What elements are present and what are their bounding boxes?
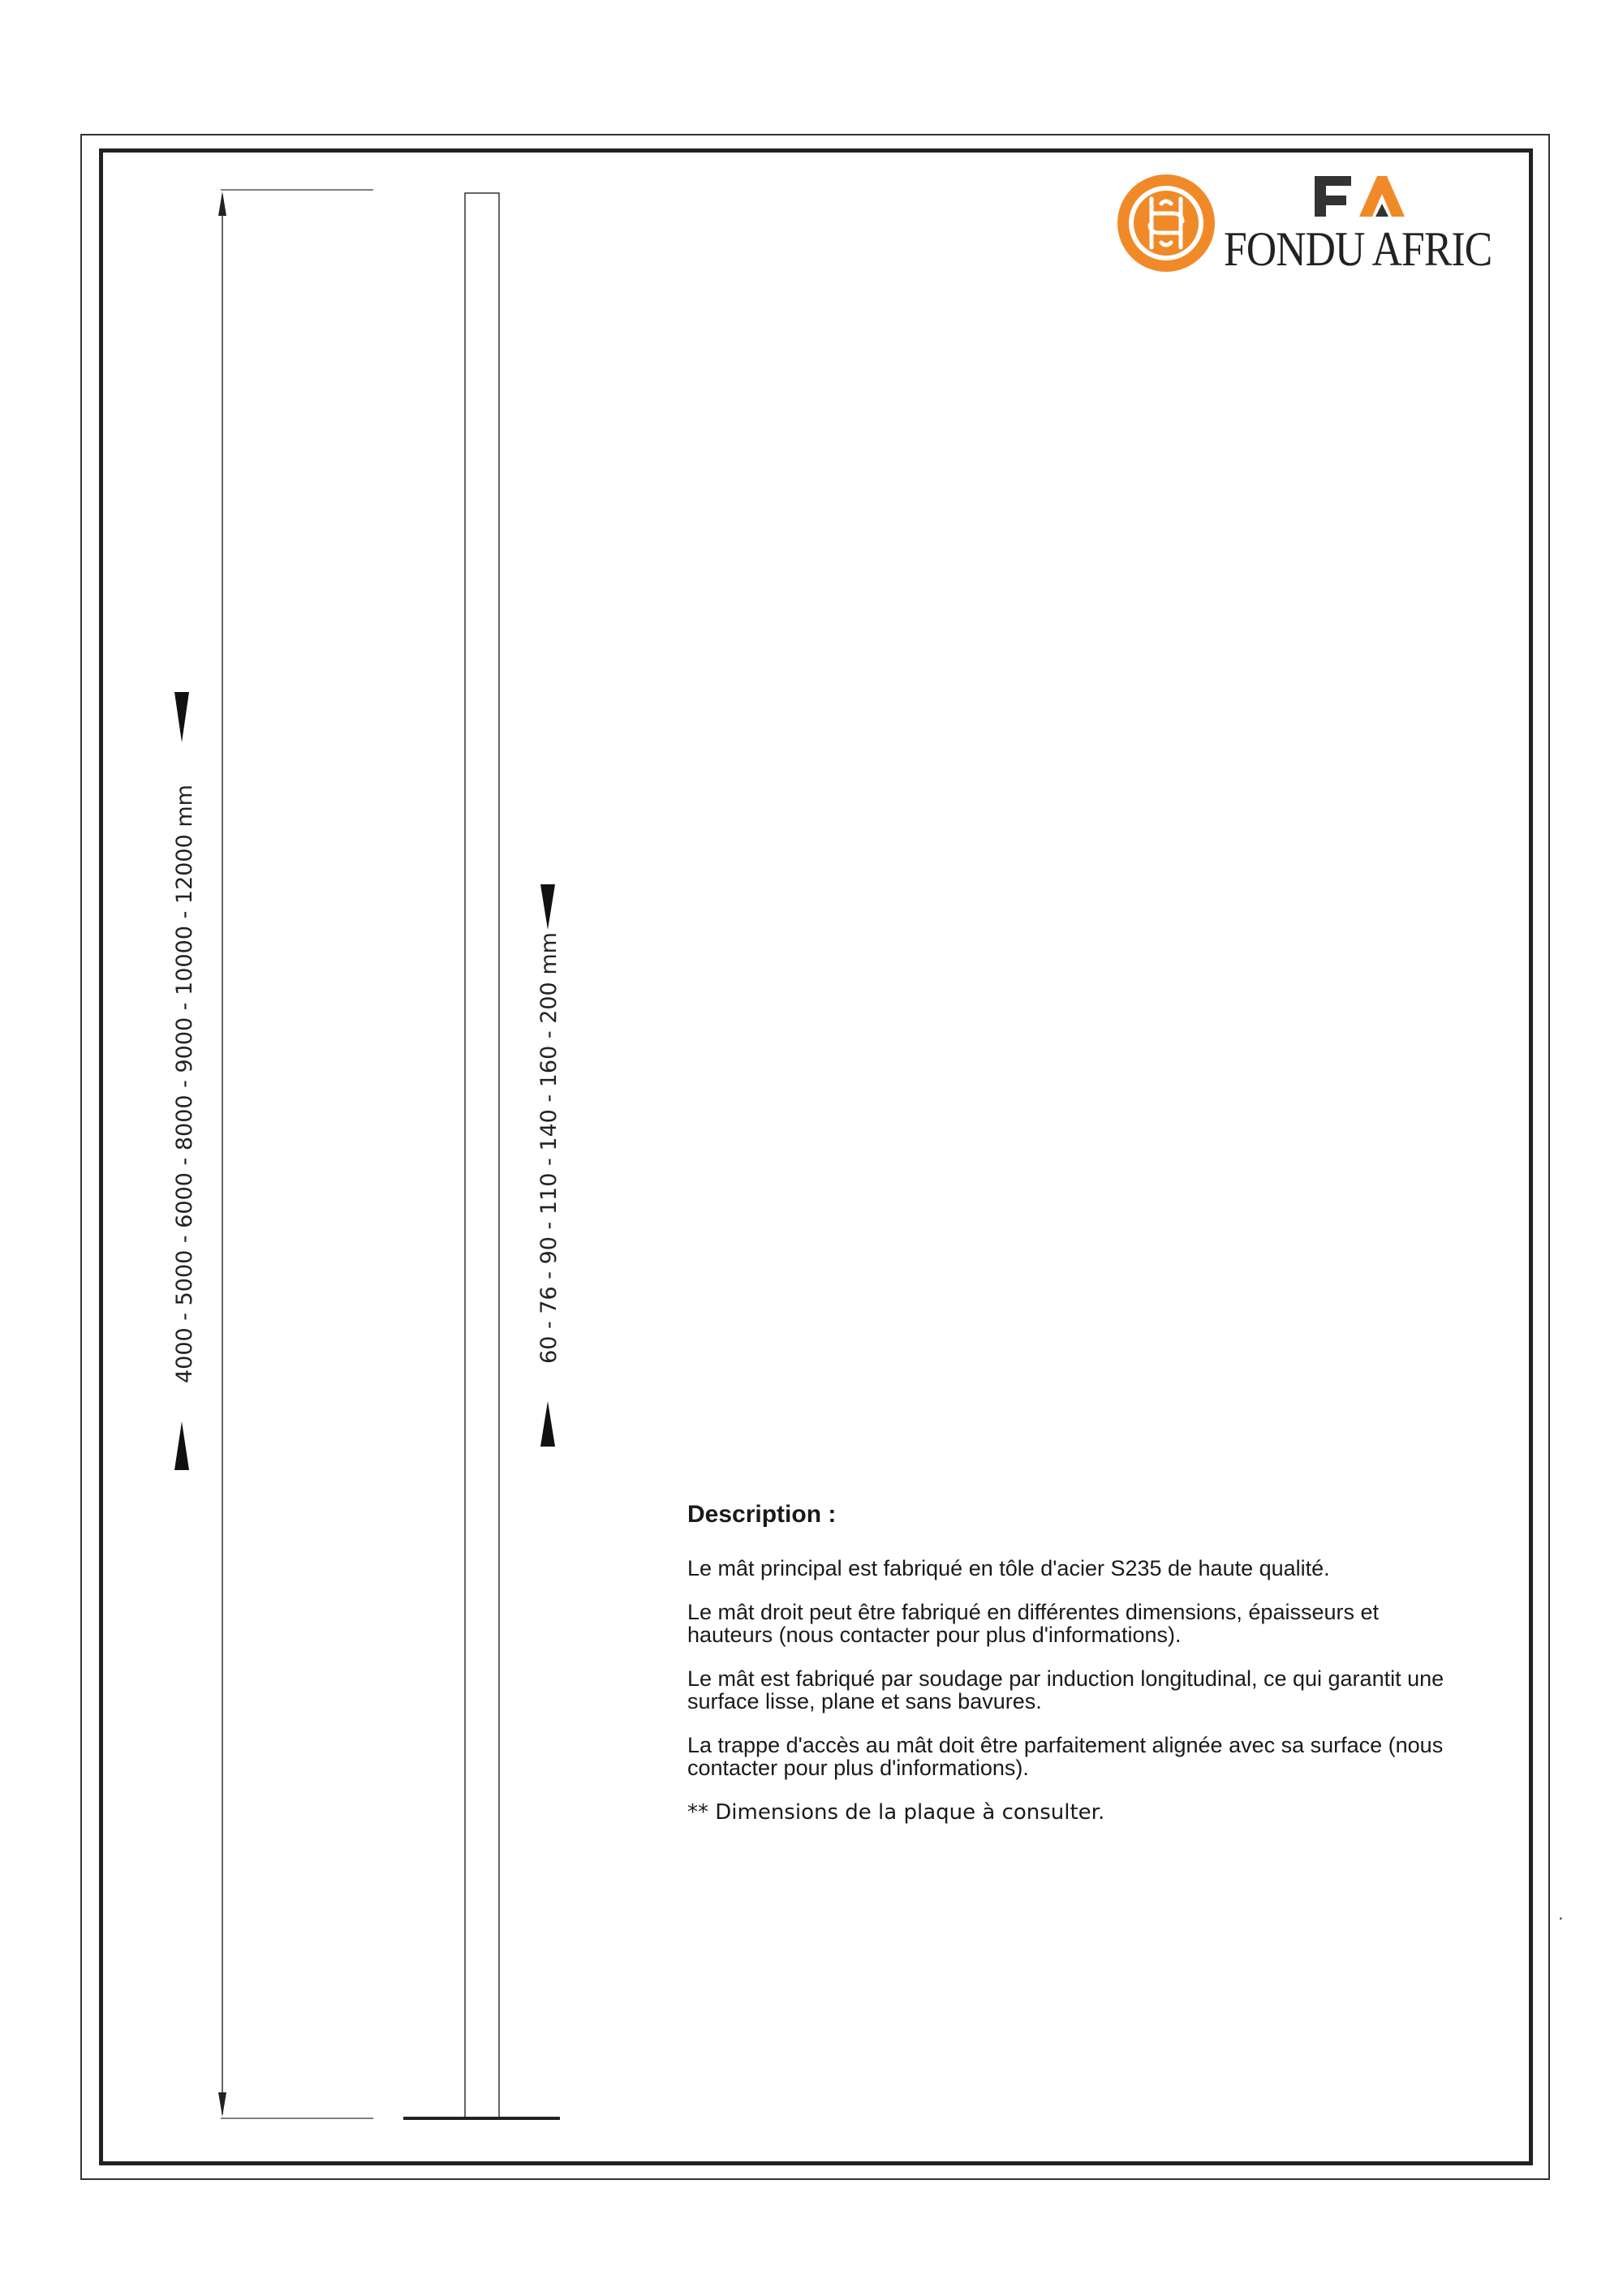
description-paragraph: Le mât est fabriqué par soudage par induction longitudinal, ce qui garantit une surface lisse, plane et sans bavures.: [687, 1666, 1444, 1713]
description-section: [687, 1501, 1466, 1825]
description-title: Description :: [687, 1501, 837, 1528]
description-paragraph: Le mât droit peut être fabriqué en différentes dimensions, épaisseurs et hauteurs (nous contacter pour plus d'informations).: [687, 1600, 1380, 1647]
diameter-dimension-label: 60 - 76 - 90 - 110 - 140 - 160 - 200 mm: [536, 932, 562, 1364]
mast-shaft: [465, 193, 499, 2118]
description-paragraph: Le mât principal est fabriqué en tôle d'acier S235 de haute qualité.: [687, 1556, 1330, 1580]
height-arrow-bottom-icon: [218, 2092, 226, 2117]
plate-dimensions-note: ** Dimensions de la plaque à consulter.: [687, 1800, 1105, 1825]
fa-monogram-icon: [1315, 176, 1405, 217]
diameter-label-arrow-down-icon: [540, 1401, 555, 1447]
height-dimension-label: 4000 - 5000 - 6000 - 8000 - 9000 - 10000 - 12000 mm: [172, 785, 197, 1383]
description-paragraph: La trappe d'accès au mât doit être parfaitement alignée avec sa surface (nous contacter pour plus d'informations).: [687, 1733, 1444, 1780]
stray-mark: .: [1558, 1903, 1564, 1924]
height-arrow-top-icon: [218, 191, 226, 216]
company-logo: [1116, 166, 1513, 284]
brand-name: FONDU AFRIC: [1224, 222, 1492, 276]
